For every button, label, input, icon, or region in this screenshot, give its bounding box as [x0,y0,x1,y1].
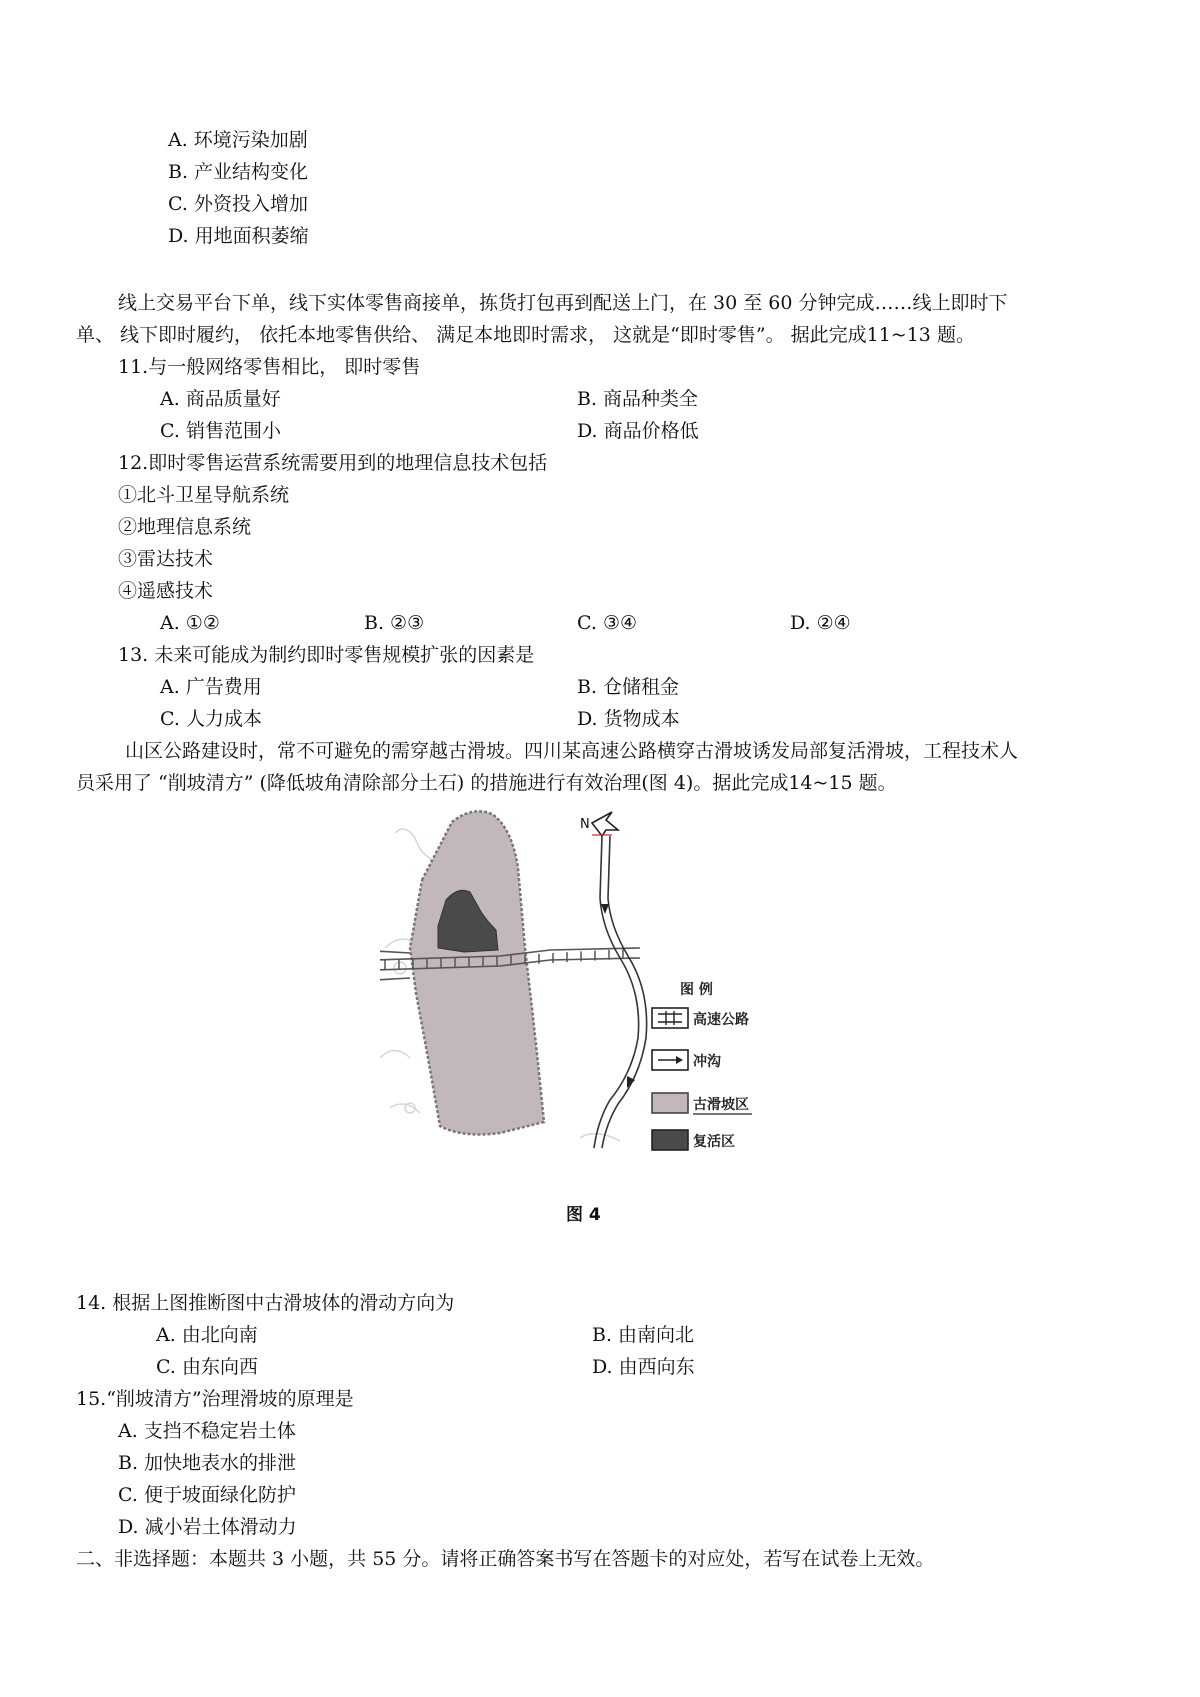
passage2-line1: 山区公路建设时，常不可避免的需穿越古滑坡。四川某高速公路横穿古滑坡诱发局部复活滑坡，工程技术人 [125,740,1019,762]
legend-item-ancient-slide [652,1093,752,1114]
q12-item-2: ②地理信息系统 [118,516,252,538]
q10-option-d: D. 用地面积萎缩 [168,225,309,247]
legend-swatch-ancient-slide [652,1093,688,1113]
q14-option-b: B. 由南向北 [592,1324,695,1346]
legend-label-gully: 冲沟 [693,1054,721,1070]
q12-item-1: ①北斗卫星导航系统 [118,484,290,506]
legend-swatch-expressway [652,1008,688,1028]
figure-caption: 图 4 [566,1205,601,1225]
q11-option-b: B. 商品种类全 [577,388,699,410]
q14-option-c: C. 由东向西 [156,1356,258,1378]
q10-option-c: C. 外资投入增加 [168,193,308,215]
landslide-map-figure [380,808,840,1153]
q13-option-a: A. 广告费用 [160,676,262,698]
legend-item-reactivated [652,1130,735,1150]
passage1-line1: 线上交易平台下单，线下实体零售商接单，拣货打包再到配送上门，在 30 至 60 分钟完成……线上即时下 [118,292,1008,314]
gully [594,836,647,1148]
q11-stem: 11.与一般网络零售相比， 即时零售 [118,356,421,378]
q15-option-c: C. 便于坡面绿化防护 [118,1484,296,1506]
q13-option-b: B. 仓储租金 [577,676,680,698]
legend-title: 图 例 [680,982,713,998]
legend-item-expressway [652,1008,749,1028]
legend-label-reactivated: 复活区 [693,1134,735,1150]
map-legend [652,981,752,1150]
q13-option-c: C. 人力成本 [160,708,262,730]
q12-option-b: B. ②③ [364,612,425,634]
q13-option-d: D. 货物成本 [577,708,680,730]
q12-option-d: D. ②④ [790,612,851,634]
legend-swatch-reactivated [652,1130,688,1150]
north-arrow-icon [592,812,618,836]
legend-item-gully [652,1050,721,1070]
q10-option-a: A. 环境污染加剧 [168,129,308,151]
q12-stem: 12.即时零售运营系统需要用到的地理信息技术包括 [118,452,548,474]
q15-option-d: D. 减小岩土体滑动力 [118,1516,297,1538]
north-arrow [580,812,618,836]
passage2-line2: 员采用了 “削坡清方” (降低坡角清除部分土石) 的措施进行有效治理(图 4)。据此完成14~15 题。 [76,772,897,794]
q12-option-c: C. ③④ [577,612,638,634]
q15-option-b: B. 加快地表水的排泄 [118,1452,297,1474]
legend-label-expressway: 高速公路 [693,1012,749,1028]
q14-option-a: A. 由北向南 [156,1324,258,1346]
q12-option-a: A. ①② [160,612,220,634]
q15-option-a: A. 支挡不稳定岩土体 [118,1420,296,1442]
q11-option-d: D. 商品价格低 [577,420,699,442]
q11-option-c: C. 销售范围小 [160,420,281,442]
north-label: N [580,817,590,832]
legend-label-ancient-slide: 古滑坡区 [693,1097,749,1113]
q11-option-a: A. 商品质量好 [160,388,281,410]
q14-stem: 14. 根据上图推断图中古滑坡体的滑动方向为 [76,1292,455,1314]
q12-item-4: ④遥感技术 [118,580,214,602]
section2-heading: 二、非选择题：本题共 3 小题，共 55 分。请将正确答案书写在答题卡的对应处，若写在试卷上无效。 [76,1548,935,1570]
q13-stem: 13. 未来可能成为制约即时零售规模扩张的因素是 [118,644,535,666]
q12-item-3: ③雷达技术 [118,548,214,570]
q14-option-d: D. 由西向东 [592,1356,695,1378]
q10-option-b: B. 产业结构变化 [168,161,309,183]
passage1-line2: 单、 线下即时履约， 依托本地零售供给、 满足本地即时需求， 这就是“即时零售”。 据此完成11~13 题。 [76,324,975,346]
q15-stem: 15.“削坡清方”治理滑坡的原理是 [76,1388,354,1410]
